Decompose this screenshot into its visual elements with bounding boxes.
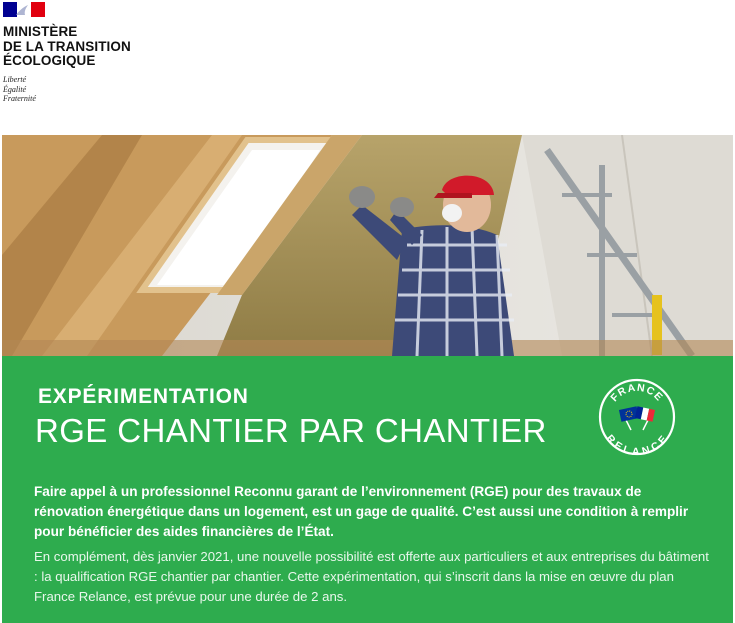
france-relance-badge <box>598 378 676 456</box>
badge-bottom-text: RELANCE <box>603 432 671 456</box>
republic-motto <box>3 75 36 104</box>
ministry-line: ÉCOLOGIQUE <box>3 53 96 68</box>
section-kicker: EXPÉRIMENTATION <box>38 385 249 408</box>
info-panel <box>2 356 733 623</box>
lead-paragraph: Faire appel à un professionnel Reconnu garant de l’environnement (RGE) pour des travaux de rénovation énergétique dans un logement, est un gage de qualité. C’est aussi une condition à remplir pour bénéficier des aides financières de l’État. <box>34 484 689 539</box>
ministry-line: MINISTÈRE <box>3 24 78 39</box>
marianne-flag-icon <box>3 2 45 17</box>
ministry-line: DE LA TRANSITION <box>3 38 131 54</box>
ministry-name <box>3 25 131 69</box>
attic-insulation-illustration <box>2 135 733 356</box>
page-title: RGE CHANTIER PAR CHANTIER <box>35 412 547 449</box>
motto-line: Égalité <box>3 84 27 94</box>
hero-photo <box>2 135 733 356</box>
ministry-logo <box>3 2 203 112</box>
motto-line: Liberté <box>3 75 27 84</box>
motto-line: Fraternité <box>3 94 36 103</box>
body-paragraph: En complément, dès janvier 2021, une nouvelle possibilité est offerte aux particuliers et aux entreprises du bâtiment : la qualification RGE chantier par chantier. Cette expérimentation, qui s’inscrit dans la mise en œuvre du plan France Relance, est prévue pour une durée de 2 ans. <box>34 549 709 604</box>
eu-and-french-flags-icon <box>619 406 655 430</box>
badge-top-text: FRANCE <box>608 381 666 405</box>
